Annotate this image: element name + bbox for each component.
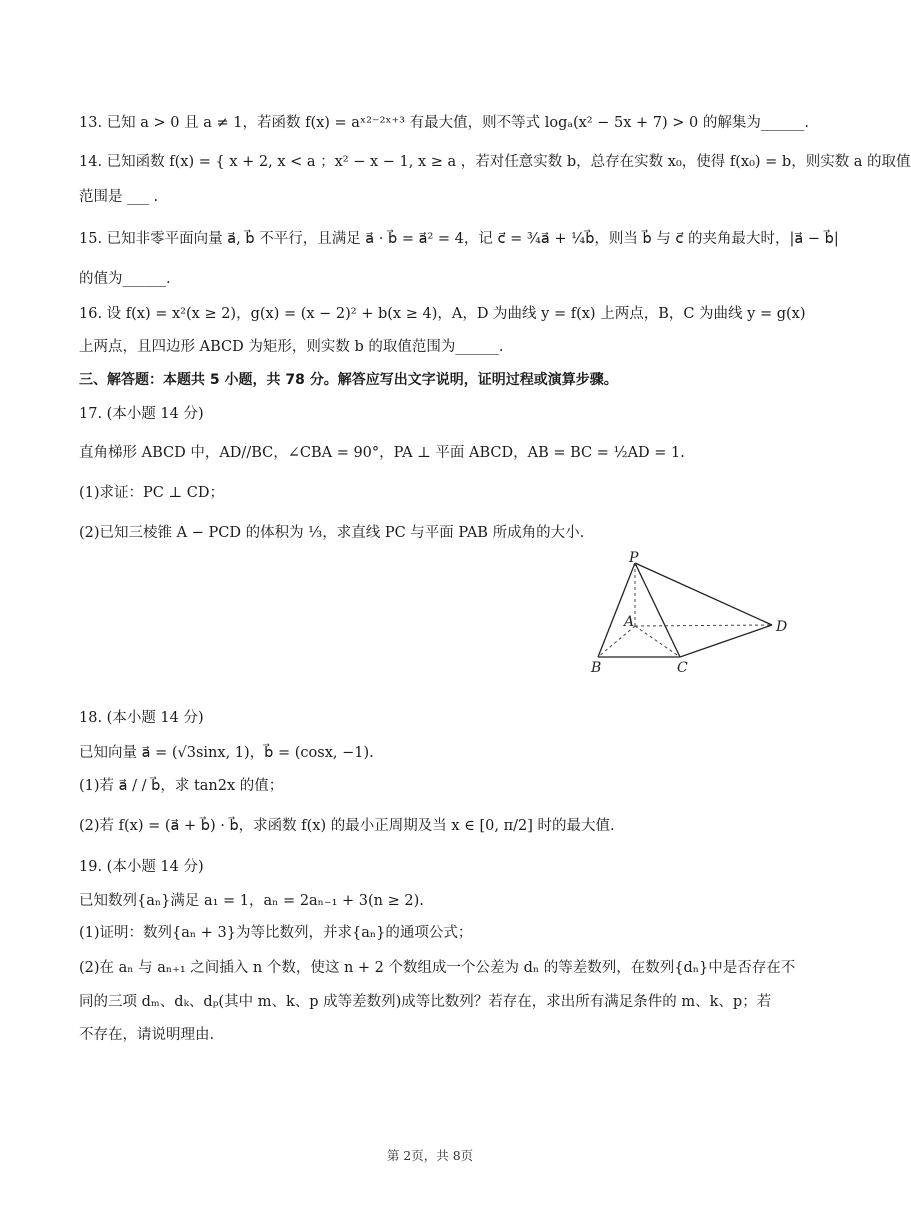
edge-cd [680,625,772,657]
question-17-stem: 直角梯形 ABCD 中，AD//BC，∠CBA = 90°，PA ⊥ 平面 ABCD，AB = BC = ½AD = 1. [79,445,685,461]
question-15-line-2: 的值为______. [79,271,171,287]
edge-pd [635,563,772,625]
question-19-part-1: (1)证明：数列{aₙ + 3}为等比数列，并求{aₙ}的通项公式； [79,925,473,941]
label-d: D [776,619,788,635]
label-b: B [591,660,602,676]
page-footer: 第 2页，共 8页 [386,1148,474,1163]
question-18-stem: 已知向量 a⃗ = (√3sinx, 1)，b⃗ = (cosx, −1). [79,745,374,761]
question-19-stem: 已知数列{aₙ}满足 a₁ = 1，aₙ = 2aₙ₋₁ + 3(n ≥ 2). [79,893,424,909]
question-13: 13. 已知 a > 0 且 a ≠ 1，若函数 f(x) = aˣ²⁻²ˣ⁺³ 有最大值，则不等式 logₐ(x² − 5x + 7) > 0 的解集为______. [79,115,809,131]
label-c: C [677,660,688,676]
question-17-part-2: (2)已知三棱锥 A − PCD 的体积为 ⅓，求直线 PC 与平面 PAB 所成角的大小. [79,525,585,541]
question-15-line-1: 15. 已知非零平面向量 a⃗, b⃗ 不平行，且满足 a⃗ · b⃗ = a⃗² = 4，记 c⃗ = ¾a⃗ + ¼b⃗，则当 b⃗ 与 c⃗ 的夹角最大时，|a⃗ − b⃗| [79,231,839,247]
question-17-header: 17. (本小题 14 分) [79,406,204,422]
question-18-part-2: (2)若 f(x) = (a⃗ + b⃗) · b⃗，求函数 f(x) 的最小正周期及当 x ∈ [0, π/2] 时的最大值. [79,818,615,834]
pyramid-figure [586,551,796,676]
question-16-line-1: 16. 设 f(x) = x²(x ≥ 2)，g(x) = (x − 2)² + b(x ≥ 4)，A，D 为曲线 y = f(x) 上两点，B，C 为曲线 y = g(x) [79,306,806,322]
question-19-part-2-line-1: (2)在 aₙ 与 aₙ₊₁ 之间插入 n 个数，使这 n + 2 个数组成一个公差为 dₙ 的等差数列，在数列{dₙ}中是否存在不 [79,960,796,976]
label-p: P [629,550,639,566]
question-19-part-2-line-3: 不存在，请说明理由. [79,1027,215,1043]
question-14-line-2: 范围是 ___ . [79,189,159,205]
edge-ad-hidden [635,625,772,626]
label-a: A [624,614,635,630]
question-18-header: 18. (本小题 14 分) [79,710,204,726]
question-18-part-1: (1)若 a⃗ / / b⃗，求 tan2x 的值； [79,778,284,794]
question-14-line-1: 14. 已知函数 f(x) = { x + 2, x < a ；x² − x − 1, x ≥ a ，若对任意实数 b，总存在实数 x₀，使得 f(x₀) = b，则实数 a 的取值 [79,154,911,170]
question-19-part-2-line-2: 同的三项 dₘ、dₖ、dₚ(其中 m、k、p 成等差数列)成等比数列？若存在，求出所有满足条件的 m、k、p；若 [79,994,772,1010]
question-16-line-2: 上两点，且四边形 ABCD 为矩形，则实数 b 的取值范围为______. [79,339,504,355]
question-19-header: 19. (本小题 14 分) [79,859,204,875]
question-17-part-1: (1)求证：PC ⊥ CD； [79,485,224,501]
edge-pc [635,563,680,657]
section-heading: 三、解答题：本题共 5 小题，共 78 分。解答应写出文字说明，证明过程或演算步骤。 [79,372,618,388]
edge-pb [598,563,635,657]
